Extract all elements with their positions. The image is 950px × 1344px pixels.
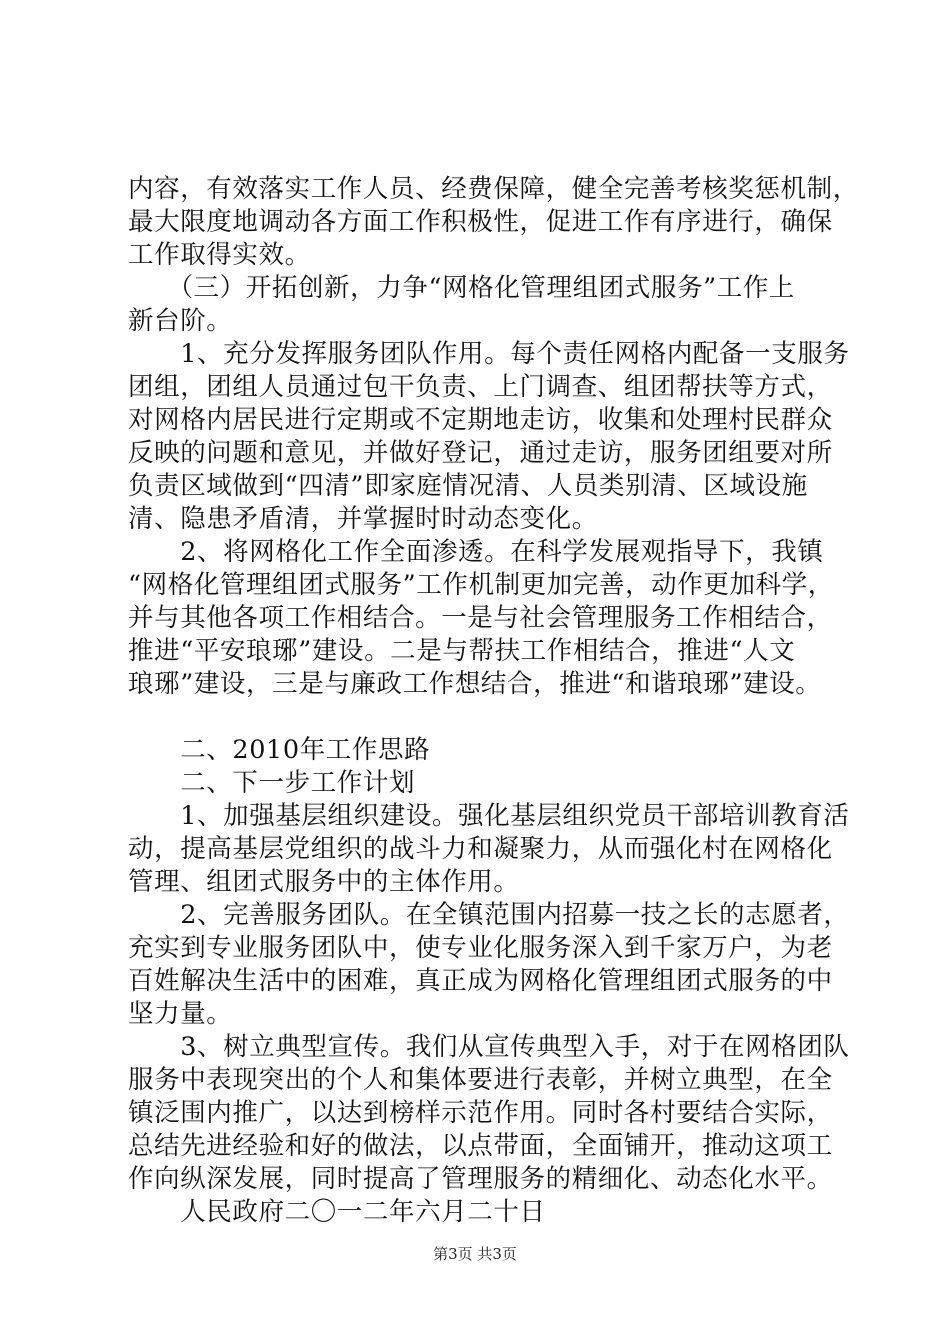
body-line-3: 工作取得实效。: [128, 240, 311, 270]
body-line-16: 琅琊”建设，三是与廉政工作想结合，推进“和谐琅琊”建设。: [128, 669, 822, 699]
body-line-14: 并与其他各项工作相结合。一是与社会管理服务工作相结合，: [128, 603, 833, 633]
body-line-10: 负责区域做到“四清”即家庭情况清、人员类别清、区域设施: [128, 471, 808, 501]
signature-date-line: 人民政府二〇一二年六月二十日: [128, 1197, 546, 1227]
body-line-13: “网格化管理组团式服务”工作机制更加完善，动作更加科学，: [128, 570, 834, 600]
section-heading-3: （三）开拓创新，力争“网格化管理组团式服务”工作上: [128, 273, 796, 303]
body-line-19: 1、加强基层组织建设。强化基层组织党员干部培训教育活: [128, 801, 850, 831]
body-line-28: 镇泛围内推广，以达到榜样示范作用。同时各村要结合实际，: [128, 1098, 833, 1128]
body-line-9: 反映的问题和意见，并做好登记，通过走访，服务团组要对所: [128, 438, 833, 468]
body-line-22: 2、完善服务团队。在全镇范围内招募一技之长的志愿者，: [128, 900, 850, 930]
page-number-footer: 第3页 共3页: [433, 1245, 517, 1263]
body-line-30: 作向纵深发展，同时提高了管理服务的精细化、动态化水平。: [128, 1164, 833, 1194]
body-line-15: 推进“平安琅琊”建设。二是与帮扶工作相结合，推进“人文: [128, 636, 796, 666]
body-line-20: 动，提高基层党组织的战斗力和凝聚力，从而强化村在网格化: [128, 834, 833, 864]
body-line-2: 最大限度地调动各方面工作积极性，促进工作有序进行，确保: [128, 207, 833, 237]
body-line-7: 团组，团组人员通过包干负责、上门调查、组团帮扶等方式，: [128, 372, 833, 402]
body-line-25: 坚力量。: [128, 999, 233, 1029]
section-heading-next-plan: 二、下一步工作计划: [128, 768, 416, 798]
body-line-8: 对网格内居民进行定期或不定期地走访，收集和处理村民群众: [128, 405, 833, 435]
body-line-1: 内容，有效落实工作人员、经费保障，健全完善考核奖惩机制，: [128, 174, 859, 204]
body-line-6: 1、充分发挥服务团队作用。每个责任网格内配备一支服务: [128, 339, 850, 369]
body-line-24: 百姓解决生活中的困难，真正成为网格化管理组团式服务的中: [128, 966, 833, 996]
body-line-23: 充实到专业服务团队中，使专业化服务深入到千家万户，为老: [128, 933, 833, 963]
body-line-26: 3、树立典型宣传。我们从宣传典型入手，对于在网格团队: [128, 1032, 850, 1062]
body-line-21: 管理、组团式服务中的主体作用。: [128, 867, 520, 897]
body-line-5: 新台阶。: [128, 306, 233, 336]
section-heading-work-ideas: 二、2010年工作思路: [128, 735, 431, 765]
body-line-11: 清、隐患矛盾清，并掌握时时动态变化。: [128, 504, 598, 534]
body-line-12: 2、将网格化工作全面渗透。在科学发展观指导下，我镇: [128, 537, 824, 567]
body-line-29: 总结先进经验和好的做法，以点带面，全面铺开，推动这项工: [128, 1131, 833, 1161]
body-line-27: 服务中表现突出的个人和集体要进行表彰，并树立典型，在全: [128, 1065, 833, 1095]
